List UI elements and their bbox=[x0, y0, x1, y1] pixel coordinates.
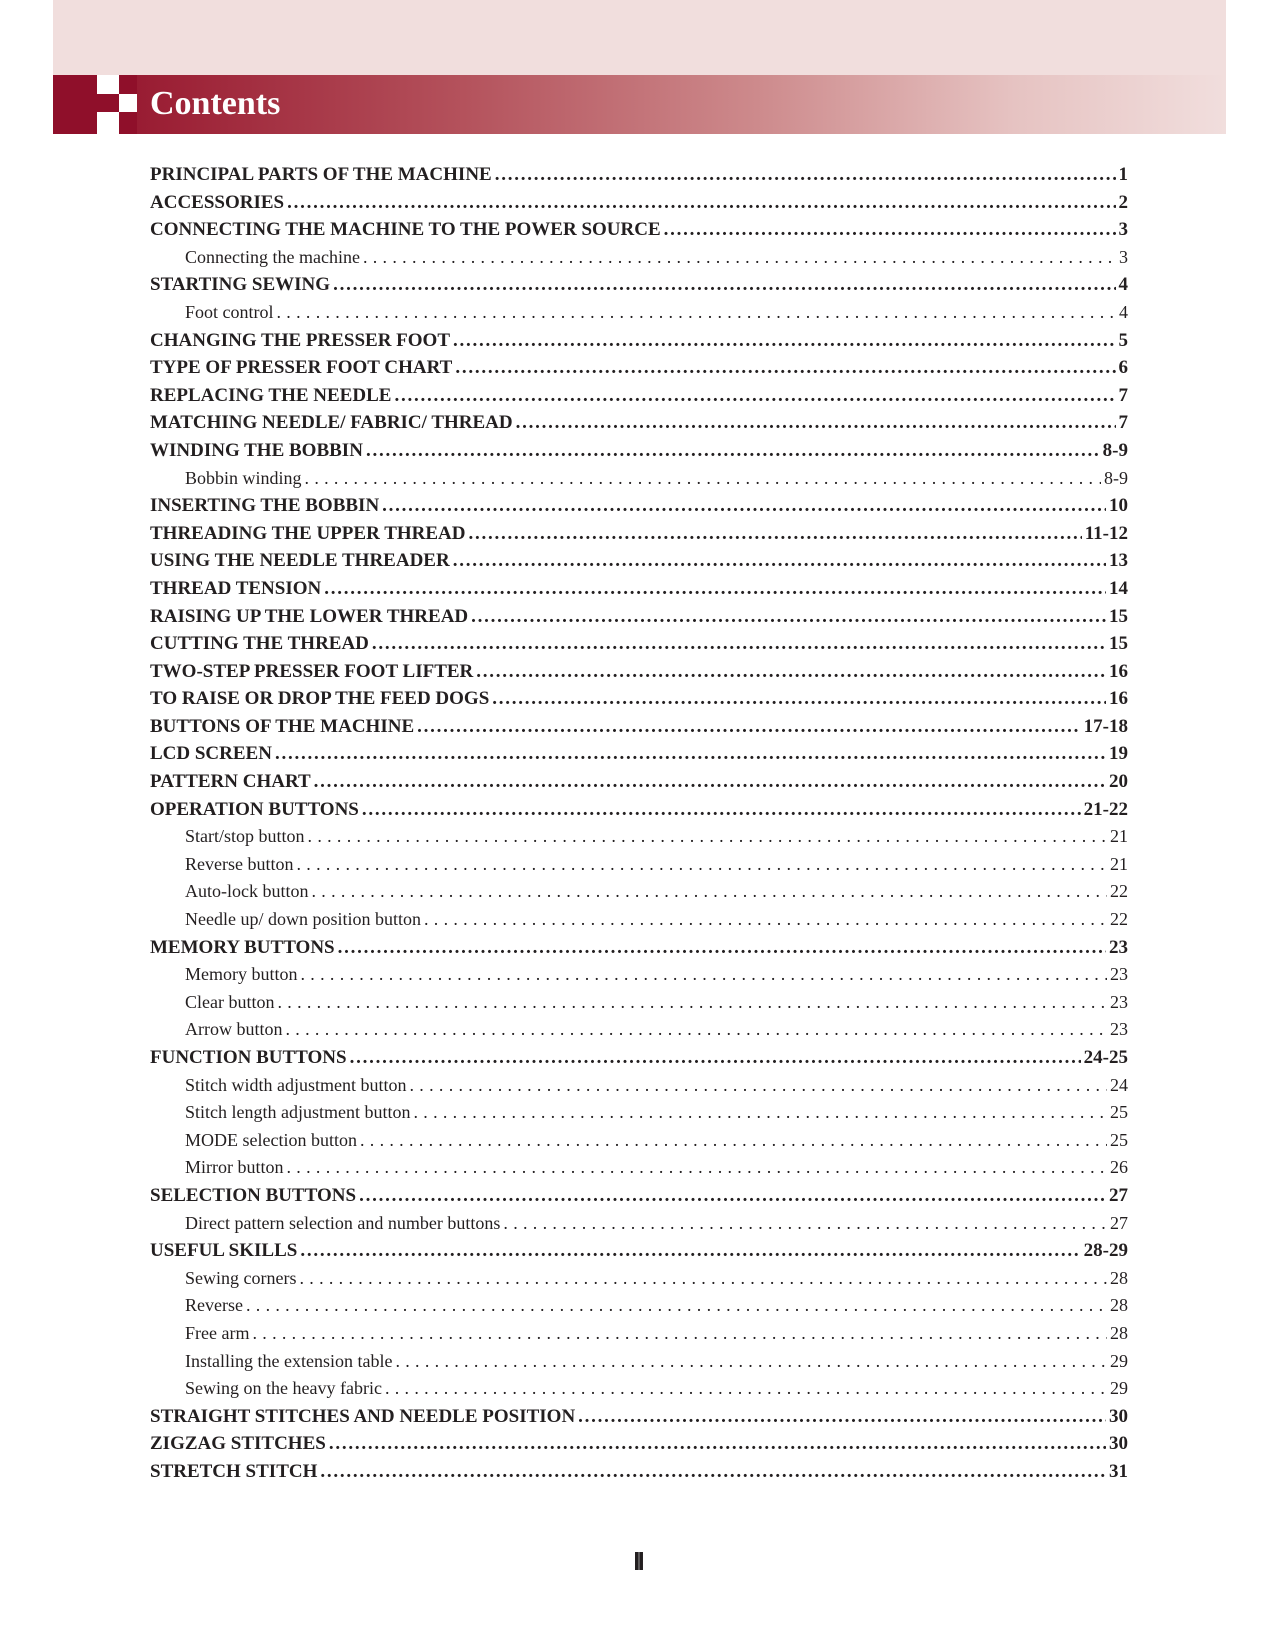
toc-entry-label: Arrow button bbox=[185, 1019, 283, 1040]
dot-leader bbox=[385, 1378, 1107, 1399]
toc-entry-page: 5 bbox=[1118, 329, 1128, 351]
toc-subsection[interactable] bbox=[150, 1019, 1128, 1047]
toc-entry-page: 21 bbox=[1110, 853, 1128, 874]
toc-entry-page: 23 bbox=[1110, 1019, 1128, 1040]
toc-section[interactable] bbox=[150, 523, 1128, 551]
toc-section[interactable] bbox=[150, 1433, 1128, 1461]
toc-entry-page: 15 bbox=[1109, 605, 1128, 627]
toc-entry-label: Auto-lock button bbox=[185, 881, 309, 902]
toc-section[interactable] bbox=[150, 578, 1128, 606]
toc-entry-page: 28-29 bbox=[1083, 1240, 1128, 1262]
toc-entry-label: WINDING THE BOBBIN bbox=[150, 439, 363, 461]
toc-section[interactable] bbox=[150, 743, 1128, 771]
toc-entry-page: 15 bbox=[1109, 633, 1128, 655]
toc-subsection[interactable] bbox=[150, 1157, 1128, 1185]
toc-section[interactable] bbox=[150, 771, 1128, 799]
toc-entry-page: 7 bbox=[1118, 412, 1128, 434]
toc-entry-page: 6 bbox=[1118, 357, 1128, 379]
toc-entry-label: STRAIGHT STITCHES AND NEEDLE POSITION bbox=[150, 1405, 576, 1427]
dot-leader bbox=[338, 937, 1106, 959]
dot-leader bbox=[296, 854, 1107, 875]
dot-leader bbox=[664, 219, 1116, 241]
dot-leader bbox=[359, 1185, 1106, 1207]
page-number: II bbox=[633, 1546, 642, 1576]
toc-entry-page: 3 bbox=[1119, 246, 1128, 267]
toc-entry-label: TYPE OF PRESSER FOOT CHART bbox=[150, 357, 453, 379]
toc-section[interactable] bbox=[150, 1240, 1128, 1268]
dot-leader bbox=[360, 1130, 1107, 1151]
toc-section[interactable] bbox=[150, 716, 1128, 744]
toc-entry-label: USEFUL SKILLS bbox=[150, 1240, 298, 1262]
dot-leader bbox=[455, 357, 1115, 379]
toc-section[interactable] bbox=[150, 1185, 1128, 1213]
dot-leader bbox=[277, 302, 1117, 323]
toc-entry-page: 23 bbox=[1110, 964, 1128, 985]
toc-entry-page: 28 bbox=[1110, 1295, 1128, 1316]
dot-leader bbox=[275, 743, 1106, 765]
toc-entry-label: INSERTING THE BOBBIN bbox=[150, 495, 380, 517]
toc-entry-page: 21-22 bbox=[1083, 798, 1128, 820]
dot-leader bbox=[362, 799, 1081, 821]
toc-section[interactable] bbox=[150, 1461, 1128, 1489]
toc-entry-page: 24-25 bbox=[1083, 1047, 1128, 1068]
dot-leader bbox=[469, 523, 1082, 545]
toc-entry-page: 28 bbox=[1110, 1322, 1128, 1343]
toc-subsection[interactable] bbox=[150, 881, 1128, 909]
toc-subsection[interactable] bbox=[150, 1213, 1128, 1241]
toc-subsection[interactable] bbox=[150, 1130, 1128, 1158]
toc-entry-label: Installing the extension table bbox=[185, 1350, 393, 1371]
dot-leader bbox=[277, 992, 1107, 1013]
toc-entry-label: SELECTION BUTTONS bbox=[150, 1184, 357, 1206]
toc-subsection[interactable] bbox=[150, 964, 1128, 992]
toc-entry-label: Mirror button bbox=[185, 1157, 284, 1178]
toc-section[interactable] bbox=[150, 550, 1128, 578]
toc-entry-page: 29 bbox=[1110, 1350, 1128, 1371]
toc-entry-label: Reverse button bbox=[185, 853, 294, 874]
toc-entry-page: 16 bbox=[1109, 660, 1128, 682]
dot-leader bbox=[578, 1406, 1106, 1428]
dot-leader bbox=[476, 661, 1106, 683]
dot-leader bbox=[308, 826, 1107, 847]
dot-leader bbox=[246, 1295, 1107, 1316]
dot-leader bbox=[320, 1461, 1106, 1483]
toc-section[interactable] bbox=[150, 330, 1128, 358]
dot-leader bbox=[453, 550, 1106, 572]
toc-entry-page: 28 bbox=[1110, 1267, 1128, 1288]
dot-leader bbox=[394, 385, 1115, 407]
toc-section[interactable] bbox=[150, 164, 1128, 192]
toc-subsection[interactable] bbox=[150, 247, 1128, 275]
toc-section[interactable] bbox=[150, 495, 1128, 523]
toc-section[interactable] bbox=[150, 799, 1128, 827]
toc-entry-page: 25 bbox=[1110, 1129, 1128, 1150]
toc-section[interactable] bbox=[150, 385, 1128, 413]
toc-entry-label: REPLACING THE NEEDLE bbox=[150, 384, 392, 406]
toc-entry-label: PRINCIPAL PARTS OF THE MACHINE bbox=[150, 164, 492, 185]
dot-leader bbox=[410, 1075, 1108, 1096]
toc-entry-label: Bobbin winding bbox=[185, 467, 302, 488]
dot-leader bbox=[424, 909, 1107, 930]
toc-entry-page: 30 bbox=[1109, 1405, 1128, 1427]
toc-entry-label: MEMORY BUTTONS bbox=[150, 936, 335, 958]
dot-leader bbox=[366, 440, 1100, 462]
toc-entry-label: OPERATION BUTTONS bbox=[150, 798, 359, 820]
toc-entry-label: Clear button bbox=[185, 991, 275, 1012]
dot-leader bbox=[301, 964, 1108, 985]
dot-leader bbox=[329, 1433, 1106, 1455]
dot-leader bbox=[492, 688, 1106, 710]
toc-entry-page: 19 bbox=[1109, 743, 1128, 765]
toc-section[interactable] bbox=[150, 1047, 1128, 1075]
dot-leader bbox=[314, 771, 1106, 793]
toc-subsection[interactable] bbox=[150, 1323, 1128, 1351]
toc-subsection[interactable] bbox=[150, 1268, 1128, 1296]
toc-entry-page: 22 bbox=[1110, 909, 1128, 930]
dot-leader bbox=[395, 1351, 1107, 1372]
toc-entry-label: MATCHING NEEDLE/ FABRIC/ THREAD bbox=[150, 412, 513, 434]
toc-section[interactable] bbox=[150, 219, 1128, 247]
toc-subsection[interactable] bbox=[150, 1378, 1128, 1406]
toc-entry-label: Needle up/ down position button bbox=[185, 909, 421, 930]
toc-entry-page: 16 bbox=[1109, 688, 1128, 710]
toc-entry-page: 23 bbox=[1109, 936, 1128, 958]
toc-entry-page: 8-9 bbox=[1102, 439, 1128, 461]
toc-section[interactable] bbox=[150, 633, 1128, 661]
toc-entry-page: 13 bbox=[1109, 550, 1128, 572]
dot-leader bbox=[333, 274, 1115, 296]
dot-leader bbox=[350, 1047, 1081, 1069]
dot-leader bbox=[413, 1102, 1107, 1123]
toc-entry-label: FUNCTION BUTTONS bbox=[150, 1047, 347, 1068]
toc-entry-label: Direct pattern selection and number buttons bbox=[185, 1212, 501, 1233]
toc-section[interactable] bbox=[150, 937, 1128, 965]
toc-entry-page: 25 bbox=[1110, 1102, 1128, 1123]
dot-leader bbox=[516, 412, 1116, 434]
toc-subsection[interactable] bbox=[150, 468, 1128, 496]
toc-section[interactable] bbox=[150, 661, 1128, 689]
dot-leader bbox=[324, 578, 1106, 600]
toc-entry-page: 20 bbox=[1109, 771, 1128, 793]
toc-entry-page: 14 bbox=[1109, 577, 1128, 599]
toc-subsection[interactable] bbox=[150, 1295, 1128, 1323]
toc-entry-label: LCD SCREEN bbox=[150, 743, 272, 765]
toc-subsection[interactable] bbox=[150, 1102, 1128, 1130]
toc-entry-page: 27 bbox=[1109, 1184, 1128, 1206]
toc-entry-label: BUTTONS OF THE MACHINE bbox=[150, 715, 415, 737]
dot-leader bbox=[300, 1240, 1080, 1262]
toc-entry-page: 17-18 bbox=[1083, 715, 1128, 737]
toc-entry-page: 23 bbox=[1110, 991, 1128, 1012]
toc-entry-label: THREADING THE UPPER THREAD bbox=[150, 522, 466, 544]
toc-section[interactable] bbox=[150, 192, 1128, 220]
toc-entry-page: 22 bbox=[1110, 881, 1128, 902]
dot-leader bbox=[495, 164, 1116, 186]
toc-section[interactable] bbox=[150, 274, 1128, 302]
dot-leader bbox=[382, 495, 1106, 517]
toc-entry-label: STRETCH STITCH bbox=[150, 1460, 318, 1482]
toc-entry-page: 21 bbox=[1110, 826, 1128, 847]
toc-entry-page: 2 bbox=[1118, 191, 1128, 213]
toc-subsection[interactable] bbox=[150, 1075, 1128, 1103]
toc-entry-label: Memory button bbox=[185, 964, 298, 985]
toc-entry-label: Sewing corners bbox=[185, 1267, 297, 1288]
toc-section[interactable] bbox=[150, 440, 1128, 468]
toc-entry-page: 11-12 bbox=[1084, 522, 1128, 544]
dot-leader bbox=[299, 1268, 1107, 1289]
dot-leader bbox=[312, 881, 1108, 902]
toc-entry-label: Start/stop button bbox=[185, 826, 305, 847]
toc-entry-label: Reverse bbox=[185, 1295, 243, 1316]
toc-entry-label: USING THE NEEDLE THREADER bbox=[150, 550, 450, 572]
toc-entry-label: Sewing on the heavy fabric bbox=[185, 1378, 382, 1399]
toc-entry-label: RAISING UP THE LOWER THREAD bbox=[150, 605, 469, 627]
toc-entry-page: 26 bbox=[1110, 1157, 1128, 1178]
toc-entry-page: 8-9 bbox=[1104, 467, 1128, 488]
toc-section[interactable] bbox=[150, 688, 1128, 716]
toc-entry-label: TWO-STEP PRESSER FOOT LIFTER bbox=[150, 660, 474, 682]
toc-entry-page: 30 bbox=[1109, 1433, 1128, 1455]
table-of-contents bbox=[150, 164, 1128, 1489]
toc-subsection[interactable] bbox=[150, 302, 1128, 330]
toc-section[interactable] bbox=[150, 1406, 1128, 1434]
toc-entry-page: 1 bbox=[1118, 164, 1128, 185]
dot-leader bbox=[471, 606, 1106, 628]
toc-subsection[interactable] bbox=[150, 1351, 1128, 1379]
page-title: Contents bbox=[150, 85, 281, 122]
toc-entry-label: ZIGZAG STITCHES bbox=[150, 1433, 326, 1455]
toc-entry-label: PATTERN CHART bbox=[150, 771, 311, 793]
toc-subsection[interactable] bbox=[150, 826, 1128, 854]
dot-leader bbox=[453, 330, 1115, 352]
toc-entry-label: ACCESSORIES bbox=[150, 191, 285, 213]
toc-subsection[interactable] bbox=[150, 909, 1128, 937]
toc-entry-label: CONNECTING THE MACHINE TO THE POWER SOURCE bbox=[150, 219, 661, 241]
toc-entry-label: Foot control bbox=[185, 301, 274, 322]
toc-entry-page: 4 bbox=[1119, 301, 1128, 322]
toc-subsection[interactable] bbox=[150, 992, 1128, 1020]
dot-leader bbox=[287, 192, 1115, 214]
dot-leader bbox=[252, 1323, 1107, 1344]
dot-leader bbox=[287, 1157, 1108, 1178]
dot-leader bbox=[286, 1019, 1108, 1040]
toc-entry-label: Stitch width adjustment button bbox=[185, 1074, 407, 1095]
toc-section[interactable] bbox=[150, 606, 1128, 634]
toc-entry-label: CHANGING THE PRESSER FOOT bbox=[150, 329, 451, 351]
dot-leader bbox=[372, 633, 1106, 655]
toc-entry-page: 3 bbox=[1118, 219, 1128, 241]
toc-entry-label: TO RAISE OR DROP THE FEED DOGS bbox=[150, 688, 490, 710]
toc-section[interactable] bbox=[150, 412, 1128, 440]
toc-entry-label: Stitch length adjustment button bbox=[185, 1102, 411, 1123]
dot-leader bbox=[503, 1213, 1107, 1234]
toc-entry-label: CUTTING THE THREAD bbox=[150, 633, 369, 655]
toc-entry-label: STARTING SEWING bbox=[150, 274, 331, 296]
toc-entry-label: THREAD TENSION bbox=[150, 577, 322, 599]
toc-section[interactable] bbox=[150, 357, 1128, 385]
toc-entry-label: Connecting the machine bbox=[185, 246, 360, 267]
toc-entry-page: 4 bbox=[1118, 274, 1128, 296]
toc-entry-page: 31 bbox=[1109, 1460, 1128, 1482]
dot-leader bbox=[305, 468, 1101, 489]
cross-mark-logo-icon bbox=[53, 75, 137, 134]
toc-entry-label: Free arm bbox=[185, 1322, 250, 1343]
toc-entry-label: MODE selection button bbox=[185, 1129, 357, 1150]
toc-entry-page: 7 bbox=[1118, 384, 1128, 406]
toc-entry-page: 27 bbox=[1110, 1212, 1128, 1233]
toc-subsection[interactable] bbox=[150, 854, 1128, 882]
dot-leader bbox=[417, 716, 1081, 738]
toc-entry-page: 10 bbox=[1109, 495, 1128, 517]
dot-leader bbox=[363, 247, 1116, 268]
toc-entry-page: 24 bbox=[1110, 1074, 1128, 1095]
toc-entry-page: 29 bbox=[1110, 1378, 1128, 1399]
